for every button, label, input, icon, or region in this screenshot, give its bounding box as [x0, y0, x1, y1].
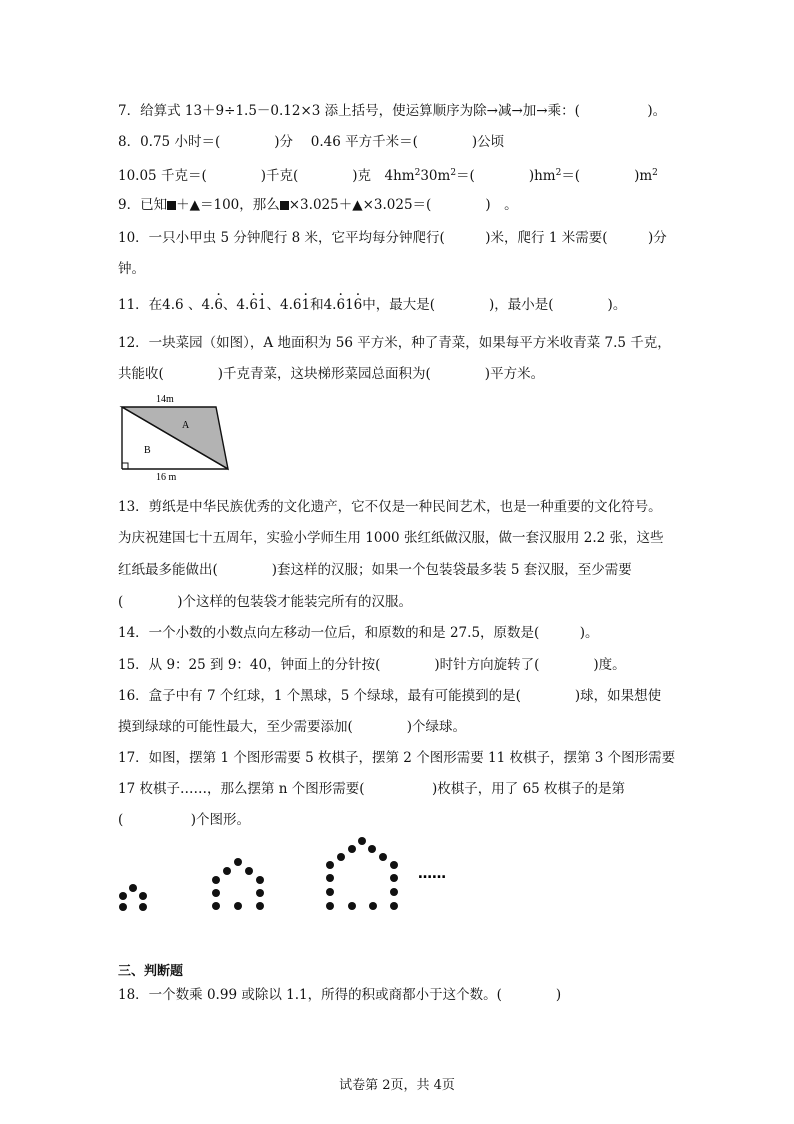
chess-pattern-figure — [110, 834, 460, 914]
chess-piece — [212, 889, 220, 897]
q8-sup-2: 2 — [450, 168, 457, 178]
question-8-line-1: 8．0.75 小时＝( )分 0.46 平方千米＝( )公顷 — [118, 134, 505, 150]
chess-piece — [390, 902, 398, 910]
chess-piece — [348, 845, 356, 853]
q11-repeating-digit: 6 · — [336, 295, 345, 315]
question-17-line-3: ( )个图形。 — [118, 812, 251, 828]
label-a: A — [182, 420, 190, 431]
chess-piece — [119, 892, 127, 900]
q9-text-3: ×3.025＋▲×3.025＝( ) 。 — [288, 197, 518, 213]
chess-piece — [234, 902, 242, 910]
q11-text: 、4. — [222, 297, 250, 313]
chess-piece — [348, 902, 356, 910]
q11-repeating-digit: 6 · — [249, 295, 258, 315]
chess-piece — [390, 861, 398, 869]
pattern-ellipsis: …… — [418, 866, 446, 882]
q9-text-1: 9．已知 — [118, 197, 168, 213]
q8-text-2: 30m — [420, 168, 451, 184]
chess-piece — [212, 902, 220, 910]
q11-repeating-digit: 1 · — [258, 295, 267, 315]
question-13-line-1: 13．剪纸是中华民族优秀的文化遗产，它不仅是一种民间艺术，也是一种重要的文化符号。 — [118, 499, 662, 515]
right-angle-mark — [122, 463, 128, 469]
question-15: 15．从 9：25 到 9：40，钟面上的分针按( )时针方向旋转了( )度。 — [118, 657, 626, 673]
question-17-line-2: 17 枚棋子……，那么摆第 n 个图形需要( )枚棋子，用了 65 枚棋子的是第 — [118, 781, 626, 797]
question-18: 18．一个数乘 0.99 或除以 1.1，所得的积或商都小于这个数。( ) — [118, 987, 562, 1003]
q11-text: 和4. — [310, 297, 337, 313]
pattern-2 — [212, 858, 264, 910]
chess-piece — [326, 861, 334, 869]
q11-text: 1 — [345, 297, 354, 313]
chess-piece — [368, 845, 376, 853]
chess-piece — [256, 876, 264, 884]
question-16-line-1: 16．盒子中有 7 个红球，1 个黑球，5 个绿球，最有可能摸到的是( )球，如果想使 — [118, 688, 662, 704]
square-icon — [167, 201, 176, 210]
question-13-line-2: 为庆祝建国七十五周年，实验小学师生用 1000 张红纸做汉服，做一套汉服用 2.2 张，这些 — [118, 530, 664, 546]
q11-repeating-digit: 6 · — [214, 295, 223, 315]
chess-piece — [223, 867, 231, 875]
chess-piece — [337, 853, 345, 861]
q11-text: 11．在4.6 、4. — [118, 297, 215, 313]
chess-piece — [234, 858, 242, 866]
chess-piece — [326, 902, 334, 910]
question-12-line-1: 12．一块菜园（如图），A 地面积为 56 平方米，种了青菜，如果每平方米收青菜 7.5 千克， — [118, 335, 671, 351]
chess-piece — [139, 903, 147, 911]
chess-piece — [212, 876, 220, 884]
question-13-line-4: ( )个这样的包装袋才能装完所有的汉服。 — [118, 594, 413, 610]
top-length-label: 14m — [156, 394, 174, 405]
question-17-line-1: 17．如图，摆第 1 个图形需要 5 枚棋子，摆第 2 个图形需要 11 枚棋子，摆第 3 个图形需要 — [118, 750, 676, 766]
q8-text-3: ＝( )hm — [456, 168, 556, 184]
q9-text-2: ＋▲＝100，那么 — [176, 197, 280, 213]
q8-sup-3: 2 — [555, 168, 562, 178]
square-icon — [280, 201, 289, 210]
question-10-line-1: 10．一只小甲虫 5 分钟爬行 8 米，它平均每分钟爬行( )米，爬行 1 米需要( )分 — [118, 230, 667, 246]
chess-piece — [369, 902, 377, 910]
q8-sup-4: 2 — [652, 168, 658, 178]
q11-text: 中，最大是( )，最小是( )。 — [362, 297, 627, 313]
chess-piece — [256, 902, 264, 910]
chess-piece — [390, 874, 398, 882]
page-footer: 试卷第 2页，共 4页 — [339, 1078, 455, 1093]
question-12-line-2: 共能收( )千克青菜，这块梯形菜园总面积为( )平方米。 — [118, 366, 545, 382]
pattern-3 — [326, 837, 398, 910]
section-3-heading: 三、判断题 — [118, 964, 184, 979]
chess-piece — [390, 888, 398, 896]
chess-piece — [139, 892, 147, 900]
chess-piece — [119, 903, 127, 911]
q11-repeating-digit: 6 · — [354, 295, 363, 315]
trapezoid-figure — [110, 390, 250, 480]
question-16-line-2: 摸到绿球的可能性最大，至少需要添加( )个绿球。 — [118, 719, 467, 735]
question-11 — [118, 295, 626, 315]
question-14: 14．一个小数的小数点向左移动一位后，和原数的和是 27.5，原数是( )。 — [118, 625, 599, 641]
chess-piece — [326, 874, 334, 882]
question-8-line-2 — [118, 163, 658, 186]
q8-sup-1: 2 — [414, 168, 421, 178]
q8-text-4: ＝( )m — [561, 168, 653, 184]
pattern-1 — [119, 884, 147, 911]
question-13-line-3: 红纸最多能做出( )套这样的汉服；如果一个包装袋最多装 5 套汉服，至少需要 — [118, 562, 632, 578]
q11-text — [354, 297, 627, 313]
chess-piece — [358, 837, 366, 845]
q11-text: 、4.6 — [266, 297, 302, 313]
chess-piece — [379, 853, 387, 861]
chess-piece — [129, 884, 137, 892]
question-9 — [118, 195, 518, 215]
chess-piece — [256, 889, 264, 897]
chess-piece — [326, 888, 334, 896]
q8-text-1: 10.05 千克＝( )千克( )克 4hm — [118, 168, 415, 184]
chess-piece — [245, 867, 253, 875]
question-7: 7．给算式 13＋9÷1.5－0.12×3 添上括号，使运算顺序为除→减→加→乘：( )。 — [118, 103, 667, 119]
bottom-length-label: 16 m — [156, 472, 177, 480]
question-10-line-2: 钟。 — [118, 261, 145, 277]
label-b: B — [144, 445, 151, 456]
q11-repeating-digit: 1 · — [301, 295, 310, 315]
